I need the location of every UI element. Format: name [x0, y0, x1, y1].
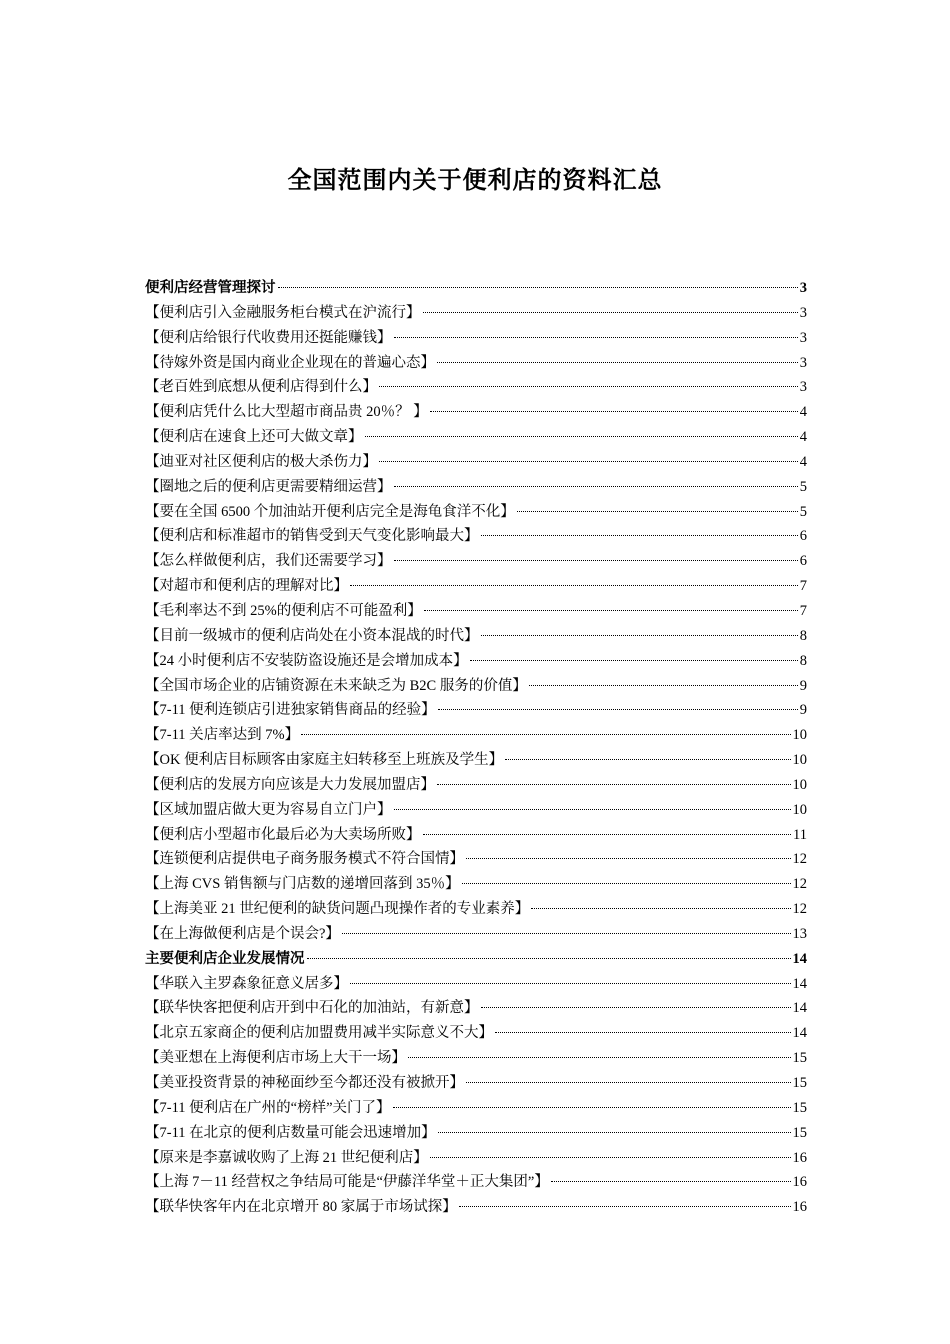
toc-entry[interactable] [145, 524, 807, 549]
toc-entry-title: 【上海 CVS 销售额与门店数的递增回落到 35％】 [145, 876, 460, 893]
toc-page-number: 6 [799, 553, 807, 570]
toc-page-number: 9 [799, 702, 807, 719]
toc-entry[interactable] [145, 1170, 807, 1195]
toc-entry[interactable] [145, 549, 807, 574]
toc-dot-leader [437, 362, 798, 363]
toc-dot-leader [394, 337, 798, 338]
toc-page-number: 14 [792, 1025, 807, 1042]
toc-entry[interactable] [145, 326, 807, 351]
toc-page-number: 3 [799, 280, 807, 296]
toc-page-number: 3 [799, 354, 807, 371]
toc-page-number: 3 [799, 304, 807, 321]
toc-page-number: 12 [792, 851, 807, 868]
toc-entry-title: 【7-11 便利店在广州的“榜样”关门了】 [145, 1099, 391, 1116]
toc-dot-leader [438, 1132, 791, 1133]
toc-entry-title: 【区域加盟店做大更为容易自立门户】 [145, 801, 392, 818]
toc-entry[interactable] [145, 922, 807, 947]
toc-entry-title: 【怎么样做便利店，我们还需要学习】 [145, 553, 392, 570]
toc-entry-title: 【老百姓到底想从便利店得到什么】 [145, 379, 377, 396]
toc-page-number: 7 [799, 578, 807, 595]
toc-page-number: 14 [792, 975, 807, 992]
toc-entry[interactable] [145, 872, 807, 897]
toc-entry-title: 【在上海做便利店是个误会?】 [145, 925, 340, 942]
toc-dot-leader [481, 1007, 791, 1008]
toc-dot-leader [365, 436, 798, 437]
toc-entry-title: 【便利店小型超市化最后必为大卖场所败】 [145, 826, 421, 843]
toc-entry-title: 【联华快客年内在北京增开 80 家属于市场试探】 [145, 1199, 457, 1216]
toc-entry-title: 【24 小时便利店不安装防盗设施还是会增加成本】 [145, 652, 468, 669]
toc-dot-leader [379, 461, 798, 462]
toc-dot-leader [529, 685, 798, 686]
toc-entry[interactable] [145, 723, 807, 748]
toc-entry[interactable] [145, 847, 807, 872]
toc-entry-title: 【美亚投资背景的神秘面纱至今都还没有被掀开】 [145, 1075, 464, 1091]
toc-entry-title: 【便利店在速食上还可大做文章】 [145, 429, 363, 446]
toc-entry[interactable] [145, 1146, 807, 1171]
toc-entry[interactable] [145, 599, 807, 624]
toc-entry[interactable] [145, 425, 807, 450]
toc-entry-title: 【华联入主罗森象征意义居多】 [145, 975, 348, 992]
toc-page-number: 15 [792, 1050, 807, 1067]
toc-entry[interactable] [145, 1046, 807, 1071]
toc-entry-title: 【全国市场企业的店铺资源在未来缺乏为 B2C 服务的价值】 [145, 677, 527, 694]
toc-dot-leader [531, 908, 790, 909]
toc-page-number: 11 [793, 826, 807, 843]
toc-entry-title: 【便利店的发展方向应该是大力发展加盟店】 [145, 776, 435, 793]
toc-page-number: 10 [792, 776, 807, 793]
toc-entry-title: 【目前一级城市的便利店尚处在小资本混战的时代】 [145, 627, 479, 644]
toc-page-number: 3 [799, 329, 807, 346]
toc-dot-leader [505, 759, 790, 760]
toc-page-number: 12 [792, 901, 807, 918]
toc-page-number: 3 [799, 379, 807, 396]
toc-entry-title: 【联华快客把便利店开到中石化的加油站，有新意】 [145, 1000, 479, 1017]
toc-dot-leader [350, 983, 791, 984]
toc-entry[interactable] [145, 823, 807, 848]
toc-entry[interactable] [145, 375, 807, 400]
toc-entry[interactable] [145, 1195, 807, 1220]
toc-dot-leader [430, 411, 798, 412]
toc-entry[interactable] [145, 698, 807, 723]
toc-entry-title: 【美亚想在上海便利店市场上大干一场】 [145, 1050, 406, 1067]
toc-page-number: 13 [792, 925, 807, 942]
toc-dot-leader [438, 709, 798, 710]
toc-dot-leader [424, 610, 798, 611]
toc-entry-title: 便利店经营管理探讨 [145, 280, 276, 296]
toc-entry-title: 【要在全国 6500 个加油站开便利店完全是海龟食洋不化】 [145, 503, 515, 520]
toc-page-number: 15 [792, 1075, 807, 1091]
toc-entry[interactable] [145, 1096, 807, 1121]
toc-page-number: 15 [792, 1124, 807, 1141]
toc-dot-leader [394, 486, 798, 487]
toc-entry-title: 【7-11 便利连锁店引进独家销售商品的经验】 [145, 702, 436, 719]
toc-entry-title: 【便利店引入金融服务柜台模式在沪流行】 [145, 304, 421, 321]
toc-dot-leader [495, 1032, 791, 1033]
toc-section-heading[interactable] [145, 276, 807, 301]
toc-entry[interactable] [145, 301, 807, 326]
toc-dot-leader [551, 1181, 791, 1182]
toc-entry[interactable] [145, 773, 807, 798]
toc-page-number: 10 [792, 727, 807, 744]
toc-entry-title: 【OK 便利店目标顾客由家庭主妇转移至上班族及学生】 [145, 752, 504, 769]
toc-entry[interactable] [145, 574, 807, 599]
toc-dot-leader [394, 809, 791, 810]
toc-entry-title: 【原来是李嘉诚收购了上海 21 世纪便利店】 [145, 1149, 428, 1166]
toc-page-number: 16 [792, 1174, 807, 1191]
toc-entry-title: 【迪亚对社区便利店的极大杀伤力】 [145, 453, 377, 470]
toc-dot-leader [466, 1082, 791, 1083]
toc-dot-leader [466, 858, 791, 859]
toc-entry[interactable] [145, 972, 807, 997]
toc-entry-title: 【便利店凭什么比大型超市商品贵 20％？ 】 [145, 404, 428, 421]
toc-dot-leader [470, 660, 798, 661]
toc-entry[interactable] [145, 1121, 807, 1146]
toc-entry[interactable] [145, 674, 807, 699]
toc-dot-leader [430, 1157, 791, 1158]
toc-entry-title: 【毛利率达不到 25%的便利店不可能盈利】 [145, 602, 422, 619]
toc-dot-leader [517, 511, 798, 512]
toc-entry-title: 【便利店给银行代收费用还挺能赚钱】 [145, 329, 392, 346]
toc-dot-leader [459, 1206, 791, 1207]
toc-entry[interactable] [145, 897, 807, 922]
toc-entry-title: 【连锁便利店提供电子商务服务模式不符合国情】 [145, 851, 464, 868]
toc-entry[interactable] [145, 450, 807, 475]
toc-page-number: 4 [799, 453, 807, 470]
toc-entry[interactable] [145, 798, 807, 823]
toc-page-number: 7 [799, 602, 807, 619]
toc-page-number: 9 [799, 677, 807, 694]
toc-page-number: 12 [792, 876, 807, 893]
toc-entry-title: 【上海 7－11 经营权之争结局可能是“伊藤洋华堂＋正大集团”】 [145, 1174, 549, 1191]
toc-page-number: 16 [792, 1199, 807, 1216]
toc-entry-title: 【7-11 在北京的便利店数量可能会迅速增加】 [145, 1124, 436, 1141]
toc-entry-title: 【圈地之后的便利店更需要精细运营】 [145, 478, 392, 495]
toc-dot-leader [394, 560, 798, 561]
toc-page-number: 5 [799, 503, 807, 520]
toc-entry[interactable] [145, 624, 807, 649]
toc-dot-leader [462, 883, 791, 884]
toc-page-number: 4 [799, 404, 807, 421]
toc-page-number: 15 [792, 1099, 807, 1116]
toc-entry[interactable] [145, 400, 807, 425]
toc-page-number: 6 [799, 528, 807, 545]
toc-entry[interactable] [145, 500, 807, 525]
toc-dot-leader [393, 1107, 791, 1108]
toc-page-number: 8 [799, 627, 807, 644]
toc-entry[interactable] [145, 351, 807, 376]
toc-page-number: 14 [792, 1000, 807, 1017]
toc-dot-leader [307, 958, 791, 959]
toc-page-number: 10 [792, 752, 807, 769]
toc-dot-leader [350, 585, 798, 586]
toc-entry[interactable] [145, 1071, 807, 1096]
toc-page-number: 4 [799, 429, 807, 446]
toc-dot-leader [423, 312, 798, 313]
toc-entry-title: 【上海美亚 21 世纪便利的缺货问题凸现操作者的专业素养】 [145, 901, 530, 918]
toc-entry-title: 【北京五家商企的便利店加盟费用减半实际意义不大】 [145, 1025, 493, 1042]
toc-dot-leader [437, 784, 791, 785]
toc-dot-leader [379, 386, 798, 387]
toc-dot-leader [342, 933, 791, 934]
toc-dot-leader [481, 635, 798, 636]
toc-dot-leader [408, 1057, 791, 1058]
table-of-contents [145, 276, 807, 1220]
toc-page-number: 10 [792, 801, 807, 818]
toc-entry[interactable] [145, 996, 807, 1021]
toc-dot-leader [423, 834, 792, 835]
toc-entry[interactable] [145, 649, 807, 674]
toc-page-number: 16 [792, 1149, 807, 1166]
toc-page-number: 8 [799, 652, 807, 669]
toc-page-number: 14 [792, 950, 807, 967]
toc-entry-title: 【对超市和便利店的理解对比】 [145, 578, 348, 595]
document-title: 全国范围内关于便利店的资料汇总 [287, 166, 663, 194]
toc-section-heading[interactable] [145, 947, 807, 972]
toc-entry[interactable] [145, 748, 807, 773]
toc-entry-title: 【7-11 关店率达到 7%】 [145, 727, 300, 744]
toc-dot-leader [301, 734, 790, 735]
toc-entry[interactable] [145, 475, 807, 500]
toc-entry[interactable] [145, 1021, 807, 1046]
toc-entry-title: 【待嫁外资是国内商业企业现在的普遍心态】 [145, 354, 435, 371]
toc-dot-leader [481, 535, 798, 536]
toc-entry-title: 主要便利店企业发展情况 [145, 950, 305, 967]
toc-dot-leader [278, 287, 798, 288]
toc-page-number: 5 [799, 478, 807, 495]
toc-entry-title: 【便利店和标准超市的销售受到天气变化影响最大】 [145, 528, 479, 545]
